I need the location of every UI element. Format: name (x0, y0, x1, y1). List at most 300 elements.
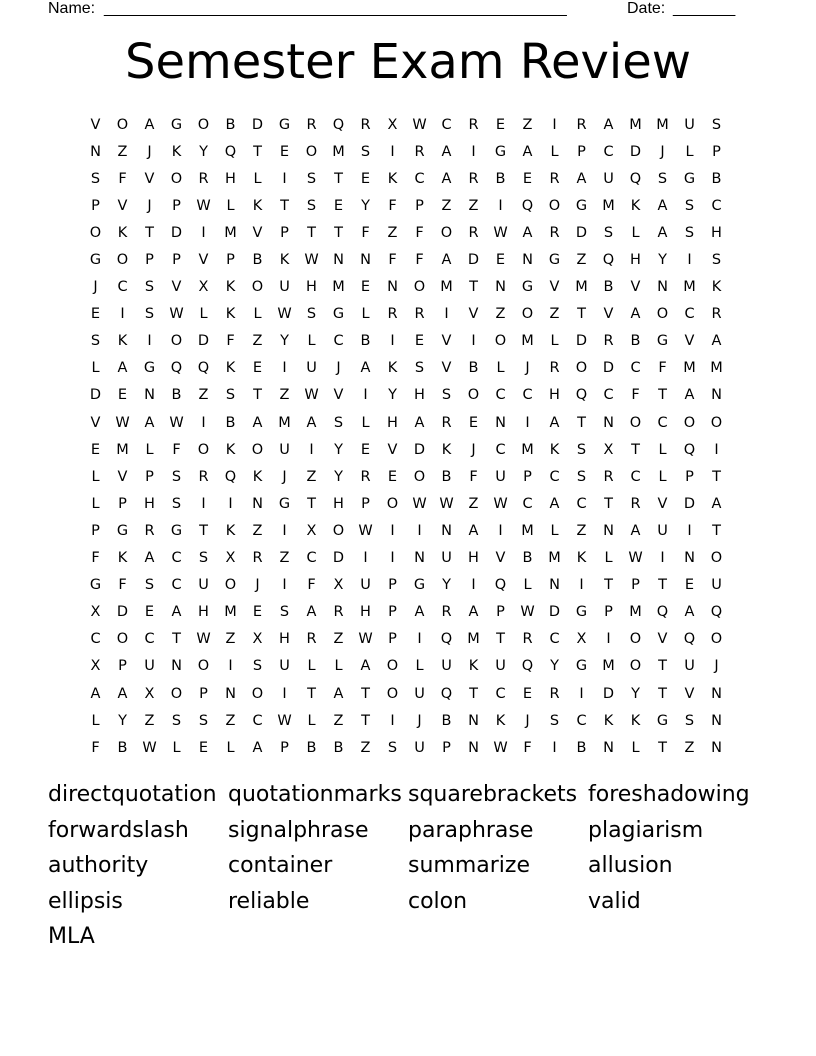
word-bank-item: forwardslash (48, 817, 189, 843)
grid-cell: C (657, 414, 668, 431)
grid-cell: R (711, 306, 722, 323)
grid-cell: O (116, 252, 129, 269)
grid-cell: L (307, 333, 316, 350)
grid-cell: F (631, 387, 640, 404)
grid-cell: T (307, 495, 316, 512)
grid-cell: J (147, 197, 152, 214)
grid-cell: L (361, 306, 370, 323)
grid-cell: R (468, 224, 479, 241)
grid-row (82, 436, 730, 463)
grid-cell: Z (252, 522, 263, 539)
grid-cell: P (388, 631, 397, 648)
grid-cell: P (388, 577, 397, 594)
grid-cell: H (630, 252, 641, 269)
grid-cell: B (441, 712, 452, 729)
grid-row (82, 490, 730, 517)
grid-cell: C (171, 550, 182, 567)
grid-cell: E (495, 252, 506, 269)
grid-cell: C (549, 468, 560, 485)
grid-cell: I (390, 522, 395, 539)
grid-cell: L (253, 306, 262, 323)
grid-cell: Z (522, 116, 533, 133)
grid-cell: W (142, 739, 157, 756)
grid-cell: W (520, 604, 535, 621)
grid-cell: G (656, 712, 669, 729)
grid-cell: T (604, 577, 613, 594)
grid-cell: U (414, 739, 425, 756)
grid-cell: P (199, 685, 208, 702)
grid-cell: U (144, 658, 155, 675)
grid-cell: O (386, 495, 399, 512)
grid-cell: D (629, 143, 642, 160)
word-bank-item: foreshadowing (588, 782, 750, 807)
grid-cell: Y (280, 333, 289, 350)
word-bank-item: reliable (228, 888, 310, 914)
grid-cell: E (522, 685, 533, 702)
grid-row (82, 138, 730, 165)
grid-cell: R (306, 631, 317, 648)
grid-cell: N (603, 414, 614, 431)
grid-cell: P (388, 604, 397, 621)
grid-cell: J (282, 468, 287, 485)
grid-cell: O (413, 468, 426, 485)
grid-row (82, 463, 730, 490)
grid-cell: L (199, 306, 208, 323)
grid-cell: E (90, 306, 101, 323)
grid-cell: P (91, 197, 100, 214)
grid-cell: A (252, 414, 263, 431)
grid-cell: G (116, 522, 129, 539)
grid-cell: A (522, 143, 533, 160)
grid-cell: D (575, 333, 588, 350)
grid-cell: E (279, 143, 290, 160)
grid-cell: G (575, 604, 588, 621)
grid-cell: Z (441, 197, 452, 214)
grid-cell: V (387, 441, 398, 458)
grid-cell: O (170, 333, 183, 350)
grid-cell: I (282, 685, 287, 702)
grid-cell: Q (656, 604, 669, 621)
grid-cell: R (468, 116, 479, 133)
grid-cell: P (577, 143, 586, 160)
grid-cell: F (118, 577, 127, 594)
grid-cell: P (280, 224, 289, 241)
grid-cell: G (521, 279, 534, 296)
word-bank-item: MLA (48, 924, 95, 949)
grid-cell: B (603, 279, 614, 296)
grid-cell: H (225, 170, 236, 187)
grid-cell: A (657, 197, 668, 214)
grid-cell: A (117, 685, 128, 702)
grid-cell: P (604, 604, 613, 621)
grid-cell: U (279, 441, 290, 458)
grid-cell: C (711, 197, 722, 214)
grid-cell: N (468, 739, 479, 756)
grid-cell: C (117, 279, 128, 296)
grid-cell: O (197, 658, 210, 675)
grid-cell: I (552, 116, 557, 133)
grid-cell: S (414, 360, 425, 377)
grid-cell: S (684, 224, 695, 241)
grid-cell: V (198, 252, 209, 269)
grid-cell: Z (387, 224, 398, 241)
grid-cell: G (89, 252, 102, 269)
grid-cell: B (711, 170, 722, 187)
grid-cell: N (90, 143, 101, 160)
grid-cell: A (711, 495, 722, 512)
grid-cell: Q (494, 577, 507, 594)
grid-cell: C (306, 550, 317, 567)
grid-cell: D (251, 116, 264, 133)
grid-cell: S (171, 468, 182, 485)
grid-cell: B (225, 414, 236, 431)
grid-cell: M (224, 604, 237, 621)
grid-cell: T (199, 522, 208, 539)
grid-cell: J (471, 441, 476, 458)
grid-cell: V (468, 306, 479, 323)
grid-cell: X (198, 279, 209, 296)
grid-cell: E (252, 604, 263, 621)
grid-cell: U (711, 577, 722, 594)
word-bank-item: container (228, 853, 333, 878)
grid-cell: R (549, 360, 560, 377)
grid-cell: T (577, 414, 586, 431)
grid-cell: A (657, 224, 668, 241)
grid-row (82, 572, 730, 599)
grid-cell: V (684, 333, 695, 350)
grid-cell: S (549, 712, 560, 729)
grid-cell: K (171, 143, 182, 160)
grid-cell: I (390, 712, 395, 729)
word-bank-item: valid (588, 888, 641, 914)
grid-row (82, 707, 730, 734)
grid-cell: G (170, 116, 183, 133)
grid-cell: I (687, 252, 692, 269)
grid-cell: Z (279, 387, 290, 404)
grid-cell: S (198, 550, 209, 567)
grid-cell: H (549, 387, 560, 404)
date-label: Date: (627, 0, 666, 17)
grid-cell: L (631, 224, 640, 241)
grid-cell: J (417, 712, 422, 729)
grid-cell: D (683, 495, 696, 512)
grid-cell: K (468, 658, 479, 675)
grid-cell: R (198, 468, 209, 485)
grid-cell: A (306, 414, 317, 431)
grid-cell: G (278, 495, 291, 512)
grid-cell: B (171, 387, 182, 404)
grid-cell: A (117, 360, 128, 377)
grid-cell: S (333, 414, 344, 431)
grid-cell: F (415, 224, 424, 241)
grid-cell: A (333, 685, 344, 702)
grid-cell: E (252, 360, 263, 377)
grid-cell: A (684, 387, 695, 404)
grid-cell: V (630, 279, 641, 296)
grid-cell: O (332, 522, 345, 539)
grid-cell: P (91, 522, 100, 539)
grid-cell: R (441, 414, 452, 431)
grid-cell: U (414, 685, 425, 702)
grid-cell: C (576, 495, 587, 512)
grid-cell: M (602, 658, 615, 675)
grid-cell: V (117, 468, 128, 485)
grid-cell: L (550, 522, 559, 539)
grid-cell: K (225, 441, 236, 458)
grid-cell: E (360, 170, 371, 187)
grid-cell: S (306, 306, 317, 323)
grid-cell: T (604, 495, 613, 512)
grid-cell: T (253, 143, 262, 160)
grid-cell: R (144, 522, 155, 539)
grid-cell: S (279, 604, 290, 621)
grid-cell: F (118, 170, 127, 187)
grid-cell: L (550, 143, 559, 160)
grid-cell: O (116, 116, 129, 133)
grid-cell: S (441, 387, 452, 404)
grid-cell: D (548, 604, 561, 621)
grid-cell: P (118, 495, 127, 512)
grid-cell: M (278, 414, 291, 431)
grid-cell: A (144, 116, 155, 133)
grid-cell: N (495, 279, 506, 296)
grid-cell: K (387, 170, 398, 187)
grid-cell: V (684, 685, 695, 702)
grid-cell: Y (442, 577, 451, 594)
grid-cell: T (172, 631, 181, 648)
grid-cell: J (336, 360, 341, 377)
grid-cell: O (629, 631, 642, 648)
grid-cell: I (201, 224, 206, 241)
grid-row (82, 301, 730, 328)
grid-cell: S (144, 279, 155, 296)
grid-row (82, 734, 730, 761)
grid-cell: W (493, 224, 508, 241)
grid-cell: K (387, 360, 398, 377)
grid-cell: S (576, 468, 587, 485)
grid-cell: Q (197, 360, 210, 377)
grid-cell: K (225, 279, 236, 296)
grid-cell: H (144, 495, 155, 512)
grid-cell: Y (361, 197, 370, 214)
grid-cell: P (712, 143, 721, 160)
grid-cell: C (576, 712, 587, 729)
grid-cell: Q (629, 170, 642, 187)
grid-cell: F (91, 739, 100, 756)
grid-cell: A (414, 414, 425, 431)
grid-cell: A (414, 604, 425, 621)
grid-row (82, 111, 730, 138)
grid-row (82, 192, 730, 219)
grid-cell: I (201, 495, 206, 512)
grid-cell: P (631, 577, 640, 594)
date-blank-line: _______ (673, 0, 736, 17)
grid-cell: O (521, 306, 534, 323)
grid-cell: O (440, 224, 453, 241)
grid-cell: P (172, 197, 181, 214)
grid-cell: I (579, 685, 584, 702)
grid-cell: K (576, 550, 587, 567)
grid-cell: X (333, 577, 344, 594)
grid-cell: E (144, 604, 155, 621)
grid-cell: I (390, 143, 395, 160)
grid-cell: F (307, 577, 316, 594)
grid-cell: Y (631, 685, 640, 702)
grid-cell: K (441, 441, 452, 458)
grid-cell: I (228, 658, 233, 675)
grid-cell: U (603, 170, 614, 187)
grid-cell: D (602, 685, 615, 702)
grid-cell: W (277, 712, 292, 729)
grid-cell: E (360, 441, 371, 458)
grid-cell: Q (170, 360, 183, 377)
grid-cell: C (495, 685, 506, 702)
grid-cell: O (575, 360, 588, 377)
grid-cell: T (658, 739, 667, 756)
grid-cell: G (332, 306, 345, 323)
grid-cell: P (226, 252, 235, 269)
grid-cell: A (306, 604, 317, 621)
page-title: Semester Exam Review (124, 34, 692, 90)
grid-cell: N (684, 550, 695, 567)
grid-cell: A (144, 414, 155, 431)
grid-cell: L (253, 170, 262, 187)
grid-cell: Q (224, 468, 237, 485)
grid-cell: E (198, 739, 209, 756)
grid-cell: P (523, 468, 532, 485)
grid-cell: S (144, 577, 155, 594)
grid-cell: R (441, 604, 452, 621)
grid-cell: M (683, 279, 696, 296)
grid-cell: O (305, 143, 318, 160)
grid-cell: Q (710, 604, 723, 621)
grid-cell: L (307, 712, 316, 729)
grid-cell: Z (333, 712, 344, 729)
grid-cell: T (469, 279, 478, 296)
grid-cell: P (145, 468, 154, 485)
grid-cell: E (468, 414, 479, 431)
grid-cell: G (575, 197, 588, 214)
grid-cell: W (304, 387, 319, 404)
grid-cell: F (388, 197, 397, 214)
grid-cell: L (334, 658, 343, 675)
grid-row (82, 382, 730, 409)
grid-cell: C (603, 143, 614, 160)
grid-cell: E (90, 441, 101, 458)
word-bank-item: directquotation (48, 782, 217, 807)
grid-cell: C (495, 441, 506, 458)
grid-cell: X (576, 631, 587, 648)
grid-cell: T (658, 577, 667, 594)
grid-cell: N (711, 387, 722, 404)
grid-cell: E (360, 279, 371, 296)
grid-cell: A (144, 550, 155, 567)
grid-cell: U (495, 658, 506, 675)
grid-cell: M (440, 279, 453, 296)
grid-cell: X (306, 522, 317, 539)
grid-cell: O (251, 441, 264, 458)
grid-cell: B (252, 252, 263, 269)
grid-cell: Y (118, 712, 127, 729)
grid-cell: E (333, 197, 344, 214)
grid-cell: W (358, 631, 373, 648)
grid-cell: U (360, 577, 371, 594)
grid-cell: M (629, 604, 642, 621)
grid-cell: Q (224, 143, 237, 160)
grid-cell: C (603, 387, 614, 404)
grid-cell: O (386, 685, 399, 702)
grid-cell: T (361, 685, 370, 702)
grid-cell: Y (334, 441, 343, 458)
grid-cell: N (495, 414, 506, 431)
grid-cell: O (710, 414, 723, 431)
grid-cell: G (548, 252, 561, 269)
grid-cell: M (116, 441, 129, 458)
grid-cell: W (169, 306, 184, 323)
grid-cell: O (251, 685, 264, 702)
grid-cell: N (711, 712, 722, 729)
grid-cell: P (145, 252, 154, 269)
grid-cell: A (360, 658, 371, 675)
grid-cell: H (711, 224, 722, 241)
grid-cell: A (441, 170, 452, 187)
grid-cell: H (306, 279, 317, 296)
grid-cell: V (252, 224, 263, 241)
grid-cell: U (657, 522, 668, 539)
grid-cell: I (390, 550, 395, 567)
grid-cell: R (603, 333, 614, 350)
grid-cell: O (197, 116, 210, 133)
grid-cell: S (90, 170, 101, 187)
grid-row (82, 517, 730, 544)
grid-row (82, 599, 730, 626)
grid-cell: I (201, 414, 206, 431)
grid-cell: I (498, 522, 503, 539)
grid-cell: J (525, 712, 530, 729)
grid-row (82, 274, 730, 301)
grid-cell: Q (683, 441, 696, 458)
grid-cell: V (441, 360, 452, 377)
grid-cell: A (711, 333, 722, 350)
grid-cell: Y (388, 387, 397, 404)
grid-cell: M (224, 224, 237, 241)
grid-cell: V (144, 170, 155, 187)
grid-cell: P (496, 604, 505, 621)
grid-cell: O (170, 685, 183, 702)
grid-cell: O (386, 658, 399, 675)
grid-row (82, 355, 730, 382)
grid-cell: O (413, 279, 426, 296)
grid-cell: L (658, 441, 667, 458)
grid-cell: M (575, 279, 588, 296)
grid-cell: S (171, 495, 182, 512)
grid-row (82, 328, 730, 355)
grid-cell: K (117, 550, 128, 567)
grid-cell: S (306, 197, 317, 214)
grid-cell: J (660, 143, 665, 160)
grid-cell: A (576, 170, 587, 187)
grid-cell: A (468, 604, 479, 621)
grid-cell: B (441, 468, 452, 485)
grid-cell: I (498, 197, 503, 214)
grid-cell: C (171, 577, 182, 594)
grid-cell: W (358, 522, 373, 539)
grid-cell: G (170, 522, 183, 539)
grid-cell: I (363, 550, 368, 567)
grid-cell: L (361, 414, 370, 431)
grid-cell: S (360, 143, 371, 160)
grid-cell: U (441, 550, 452, 567)
